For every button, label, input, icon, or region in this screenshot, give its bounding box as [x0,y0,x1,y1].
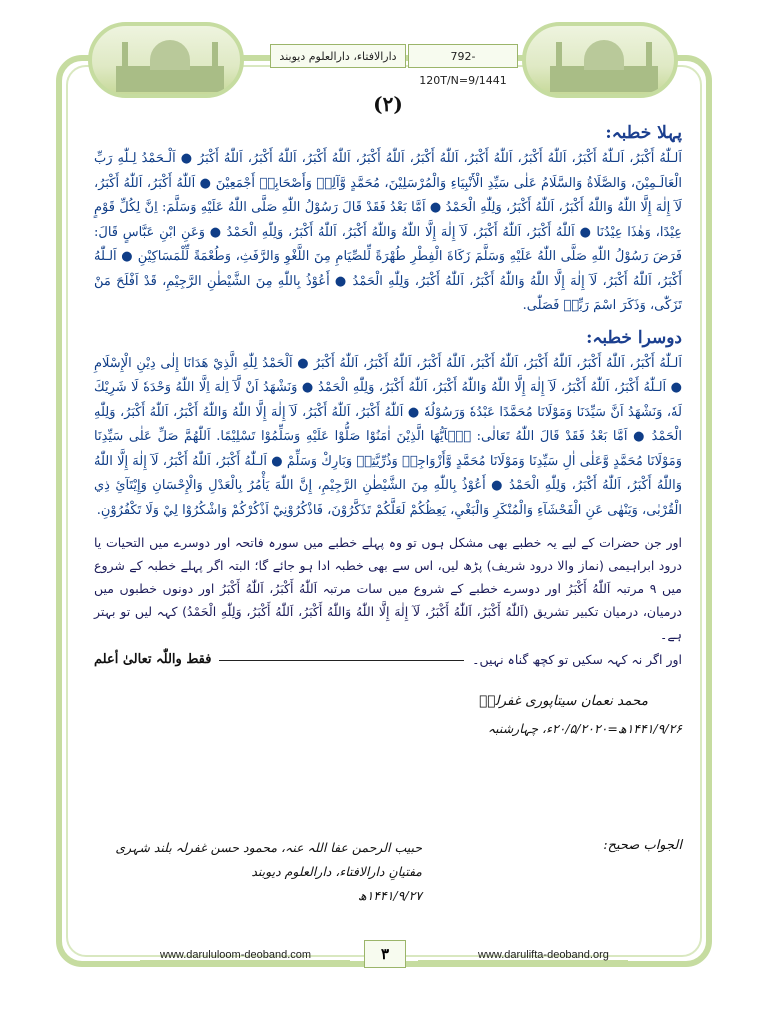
approval-line: حبیب الرحمن عفا اللہ عنہ، محمود حسن غفرلہ بلند شہری [115,840,422,855]
mufti-signature: محمد نعمان سیتاپوری غفرلہٗ [479,693,648,709]
approval-line: مفتیانِ دارالافتاء، دارالعلوم دیوبند [251,864,422,879]
approval-label: الجواب صحیح: [603,838,682,853]
page-number: ۳ [364,940,406,968]
divider-line [219,659,464,661]
approval-line: ۱۴۴۱/۹/۲۷ھ [357,888,422,903]
mosque-image-right [522,22,678,98]
urdu-note-last-line: اور اگر نہ کہہ سکیں تو کچھ گناہ نہیں۔ [472,652,682,667]
note-closing-row [94,648,682,671]
first-sermon-text: اَلـلّٰهُ أَكْبَرُ، اَلـلّٰهُ أَكْبَرُ، اَللّٰهُ أَكْبَرُ، اَللّٰهُ أَكْبَرُ، اَللّٰهُ أَكْبَرُ، اَللّٰهُ أَكْبَرُ، اَللّٰهُ أَكْبَرُ، اَللّٰهُ أَكْبَرُ، اَللّٰهُ أَكْبَرُ ● اَلْـحَمْدُ لِـلّٰهِ رَبِّ الْعَالَـمِيْنَ، وَالصَّلَاةُ وَالسَّلَامُ عَلٰى سَيِّدِ الْأَنْبِيَاءِ وَالْمُرْسَلِيْنَ، مُحَمَّدٍ وَّآلِهٖ وَأَصْحَابِهٖ أَجْمَعِيْنَ ● اَللّٰهُ أَكْبَرُ، اَللّٰهُ أَكْبَرُ، لَآ إِلٰهَ إِلَّا اللّٰهُ وَاللّٰهُ أَكْبَرُ، اَللّٰهُ أَكْبَرُ، وَلِلّٰهِ الْحَمْدُ ● اَمَّا بَعْدُ فَقَدْ قَالَ رَسُوْلُ اللّٰهِ صَلَّى اللّٰهُ عَلَيْهِ وَسَلَّمَ: اِنَّ لِكُلِّ قَوْمٍ عِيْدًا، وَهٰذَا عِيْدُنَا ● اَللّٰهُ أَكْبَرُ، اَللّٰهُ أَكْبَرُ، لَآ إِلٰهَ إِلَّا اللّٰهُ وَاللّٰهُ أَكْبَرُ، اَللّٰهُ أَكْبَرُ، وَلِلّٰهِ الْحَمْدُ ● وَعَنِ ابْنِ عَبَّاسٍ قَالَ: فَرَضَ رَسُوْلُ اللّٰهِ صَلَّى اللّٰهُ عَلَيْهِ وَسَلَّمَ زَكَاةَ الْفِطْرِ طُهْرَةً لِّلصِّيَامِ مِنَ اللَّغْوِ وَالرَّفَثِ، وَطُعْمَةً لِّلْمَسَاكِيْنِ ● اَلـلّٰهُ أَكْبَرُ، اَللّٰهُ أَكْبَرُ، لَآ إِلٰهَ إِلَّا اللّٰهُ وَاللّٰهُ أَكْبَرُ، اَللّٰهُ أَكْبَرُ، وَلِلّٰهِ الْحَمْدُ ● أَعُوْذُ بِاللّٰهِ مِنَ الشَّيْطٰنِ الرَّجِيْمِ، قَدْ اَفْلَحَ مَنْ تَزَكّٰى، وَذَكَرَ اسْمَ رَبِّهٖ فَصَلّٰى. [94,151,682,313]
second-sermon-heading: دوسرا خطبہ: [586,327,682,348]
website-link-left[interactable]: www.darululoom-deoband.com [160,949,312,961]
closing-formula: فقط واللّٰہ تعالیٰ أعلم [94,652,212,667]
page-marker: (۲) [373,92,403,116]
fatwa-number: 792-120T/N=9/1441 [408,44,518,68]
website-link-right[interactable]: www.darulifta-deoband.org [478,949,609,961]
second-sermon-text: اَلـلّٰهُ أَكْبَرُ، اَللّٰهُ أَكْبَرُ، اَللّٰهُ أَكْبَرُ، اَللّٰهُ أَكْبَرُ، اَللّٰهُ أَكْبَرُ، اَللّٰهُ أَكْبَرُ، اَللّٰهُ أَكْبَرُ ● اَلْحَمْدُ لِلّٰهِ الَّذِيْ هَدَانَا إِلٰى دِيْنِ الْإِسْلَامِ ● اَلـلّٰهُ أَكْبَرُ، اَللّٰهُ أَكْبَرُ، لَآ إِلٰهَ إِلَّا اللّٰهُ وَاللّٰهُ أَكْبَرُ، اَللّٰهُ أَكْبَرُ، وَلِلّٰهِ الْحَمْدُ ● وَنَشْهَدُ اَنْ لَّآ اِلٰهَ اِلَّا اللّٰهُ وَحْدَهٗ لَا شَرِيْكَ لَهٗ، وَنَشْهَدُ اَنَّ سَيِّدَنَا وَمَوْلَانَا مُحَمَّدًا عَبْدُهٗ وَرَسُوْلُهٗ ● اَللّٰهُ أَكْبَرُ، اَللّٰهُ أَكْبَرُ، لَآ إِلٰهَ إِلَّا اللّٰهُ وَاللّٰهُ أَكْبَرُ، اَللّٰهُ أَكْبَرُ، وَلِلّٰهِ الْحَمْدُ ● اَمَّا بَعْدُ فَقَدْ قَالَ اللّٰهُ تَعَالٰى: يٰۤاَيُّهَا الَّذِيْنَ اٰمَنُوْا صَلُّوْا عَلَيْهِ وَسَلِّمُوْا تَسْلِيْمًا. اَللّٰهُمَّ صَلِّ عَلٰى سَيِّدِنَا وَمَوْلَانَا مُحَمَّدٍ وَّعَلٰى اٰلِ سَيِّدِنَا وَمَوْلَانَا مُحَمَّدٍ وَّأَزْوَاجِهٖ وَذُرِّيَّتِهٖ وَبَارِكْ وَسَلِّمْ ● اَلـلّٰهُ أَكْبَرُ، اَللّٰهُ أَكْبَرُ، لَآ إِلٰهَ إِلَّا اللّٰهُ وَاللّٰهُ أَكْبَرُ، اَللّٰهُ أَكْبَرُ، وَلِلّٰهِ الْحَمْدُ ● أَعُوْذُ بِاللّٰهِ مِنَ الشَّيْطٰنِ الرَّجِيْمِ، إِنَّ اللّٰهَ يَأْمُرُ بِالْعَدْلِ وَالْإِحْسَانِ وَإِيْتَآئِ ذِي الْقُرْبٰى، وَيَنْهٰى عَنِ الْفَحْشَآءِ وَالْمُنْكَرِ وَالْبَغْيِ، يَعِظُكُمْ لَعَلَّكُمْ تَذَكَّرُوْنَ، فَاذْكُرُوْنِيْٓ اَذْكُرْكُمْ وَاشْكُرُوْا لِيْ وَلَا تَكْفُرُوْنِ. [94,355,682,518]
urdu-note: اور جن حضرات کے لیے یہ خطبے بھی مشکل ہوں تو وہ پہلے خطبے میں سورہ فاتحہ اور دوسرے میں التحیات یا درود ابراہیمی (نماز والا درود شریف) پڑھ لیں، اس سے بھی خطبہ ادا ہو جائے گا؛ البتہ اگر پہلے خطبہ کے شروع میں ۹ مرتبہ اَللّٰهُ أَكْبَرُ اور دوسرے خطبے کے شروع میں سات مرتبہ اَللّٰهُ أَكْبَرُ، اَللّٰهُ أَكْبَرُ اور دونوں خطبوں میں درمیان، درمیان تکبیر تشریق (اَللّٰهُ أَكْبَرُ، اَللّٰهُ أَكْبَرُ، لَآ إِلٰهَ إِلَّا اللّٰهُ وَاللّٰهُ أَكْبَرُ، اَللّٰهُ أَكْبَرُ، وَلِلّٰهِ الْحَمْدُ) کہہ لیں تو بہتر ہے۔ [94,535,682,642]
document-body [94,92,682,736]
fatwa-date: ۱۴۴۱/۹/۲۶ھ=۲۰/۵/۲۰۲۰ء، چہارشنبہ [487,721,682,736]
first-sermon-heading: پہلا خطبہ: [605,123,682,143]
institution-label: دارالافتاء، دارالعلوم دیوبند [270,44,406,68]
mosque-image-left [88,22,244,98]
